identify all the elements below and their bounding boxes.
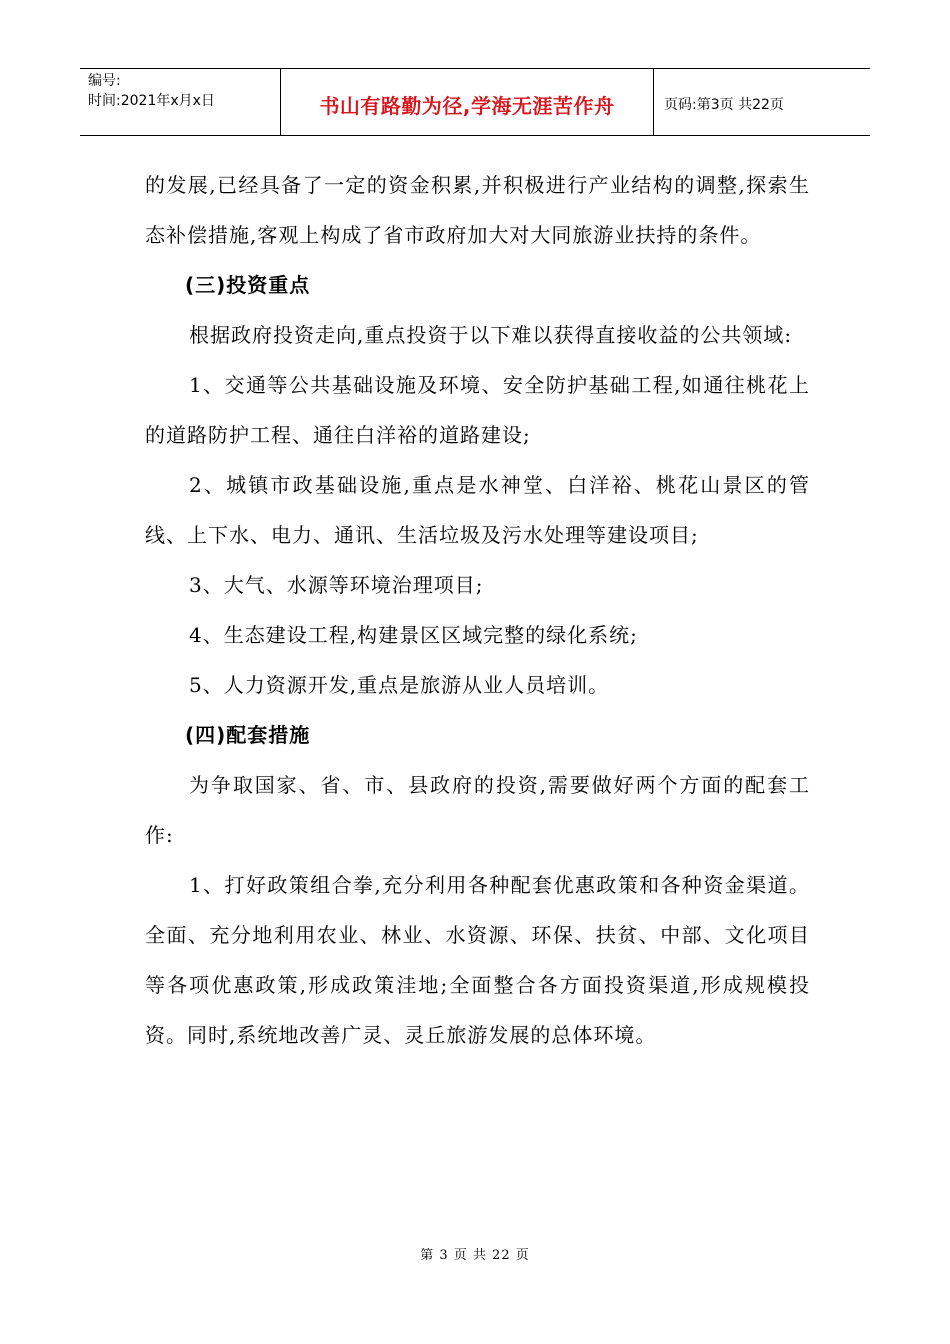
paragraph: 的发展,已经具备了一定的资金积累,并积极进行产业结构的调整,探索生态补偿措施,客观上构成了省市政府加大对大同旅游业扶持的条件。 [145,173,810,247]
list-item: 2、城镇市政基础设施,重点是水神堂、白洋裕、桃花山景区的管线、上下水、电力、通讯、生活垃圾及污水处理等建设项目; [145,473,810,547]
list-item: 5、人力资源开发,重点是旅游从业人员培训。 [189,673,610,697]
header-motto: 书山有路勤为径,学海无涯苦作舟 [281,69,654,135]
serial-label: 编号: [88,73,121,89]
header-meta-cell [80,69,281,135]
section-heading: (三)投资重点 [185,273,311,297]
paragraph: 根据政府投资走向,重点投资于以下难以获得直接收益的公共领域: [189,323,793,347]
header-page-info: 页码:第3页 共22页 [664,97,784,113]
time-label: 时间:2021年x月x日 [88,93,215,109]
page-header-table [80,68,870,136]
list-item: 3、大气、水源等环境治理项目; [189,573,484,597]
list-item: 4、生态建设工程,构建景区区域完整的绿化系统; [189,623,638,647]
list-item: 1、交通等公共基础设施及环境、安全防护基础工程,如通往桃花上的道路防护工程、通往白洋裕的道路建设; [145,373,810,447]
page-footer: 第 3 页 共 22 页 [420,1248,530,1263]
list-item: 1、打好政策组合拳,充分利用各种配套优惠政策和各种资金渠道。全面、充分地利用农业、林业、水资源、环保、扶贫、中部、文化项目等各项优惠政策,形成政策洼地;全面整合各方面投资渠道,形成规模投资。同时,系统地改善广灵、灵丘旅游发展的总体环境。 [145,873,810,1047]
paragraph: 为争取国家、省、市、县政府的投资,需要做好两个方面的配套工作: [145,773,810,847]
document-body [145,160,810,1060]
section-heading: (四)配套措施 [185,723,311,747]
